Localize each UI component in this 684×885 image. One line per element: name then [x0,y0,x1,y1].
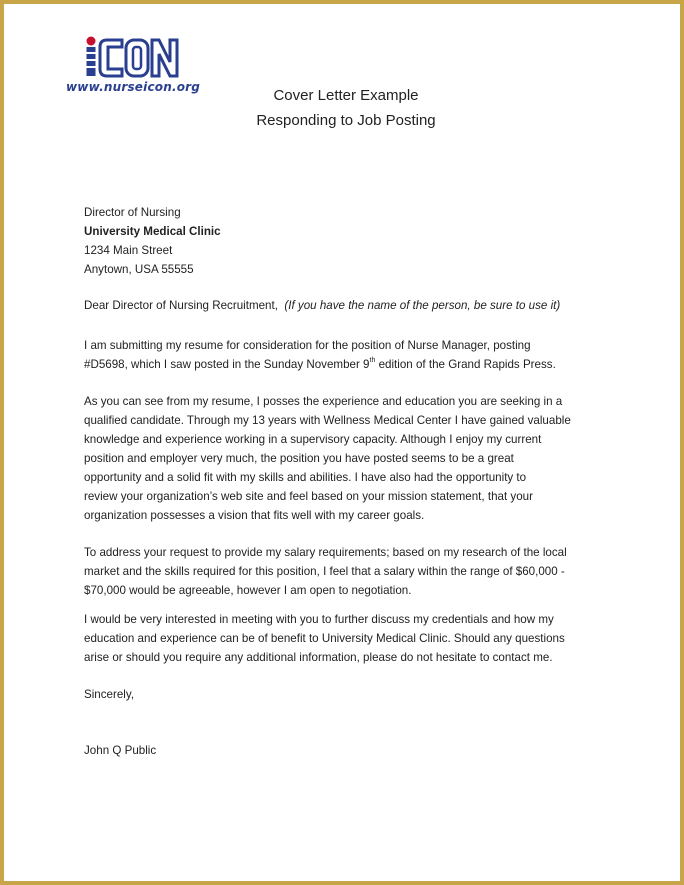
paragraph-line: knowledge and experience working in a supervisory capacity. Although I enjoy my current [84,433,542,446]
paragraph-line: I would be very interested in meeting with you to further discuss my credentials and how my [84,613,554,626]
letter-subtitle: Responding to Job Posting [256,112,436,129]
closing-salutation: Sincerely, [84,688,135,701]
paragraph-experience [84,392,624,525]
paragraph-salary [84,543,624,600]
salutation-note: (If you have the name of the person, be sure to use it) [284,299,561,312]
paragraph-intro [84,336,624,374]
salutation [84,296,624,315]
logo-url: www.nurseicon.org [66,80,201,94]
paragraph-line: $70,000 would be agreeable, however I am open to negotiation. [84,584,412,597]
paragraph-line: opportunity and a solid fit with my skills and abilities. I have also had the opportunity to [84,471,527,484]
paragraph-line: organization possesses a vision that fits well with my career goals. [84,509,425,522]
paragraph-text: #D5698, which I saw posted in the Sunday November 9 [84,358,370,371]
paragraph-line: I am submitting my resume for consideration for the position of Nurse Manager, posting [84,339,531,352]
paragraph-line: qualified candidate. Through my 13 years with Wellness Medical Center I have gained valuable [84,414,571,427]
paragraph-line: arise or should you require any additional information, please do not hesitate to contact me. [84,651,553,664]
paragraph-line: market and the skills required for this position, I feel that a salary within the range of $60,000 - [84,565,565,578]
paragraph-closing [84,610,624,667]
paragraph-line: education and experience can be of benefit to University Medical Clinic. Should any questions [84,632,565,645]
ordinal-suffix: th [369,357,376,364]
icon-logo-graphic [82,34,182,78]
address-organization: University Medical Clinic [84,225,221,238]
signature-name: John Q Public [84,744,157,757]
paragraph-line: As you can see from my resume, I posses the experience and education you are seeking in a [84,395,563,408]
recipient-address [84,203,624,279]
letter-title: Cover Letter Example [273,87,419,104]
paragraph-line: position and employer very much, the position you have posted seems to be a great [84,452,514,465]
paragraph-text: edition of the Grand Rapids Press. [375,358,556,371]
paragraph-line: To address your request to provide my salary requirements; based on my research of the local [84,546,567,559]
address-line: Director of Nursing [84,206,181,219]
salutation-text: Dear Director of Nursing Recruitment, [84,299,278,312]
address-line: 1234 Main Street [84,244,173,257]
paragraph-line [84,355,624,374]
address-line: Anytown, USA 55555 [84,263,194,276]
paragraph-line: review your organization’s web site and feel based on your mission statement, that your [84,490,533,503]
